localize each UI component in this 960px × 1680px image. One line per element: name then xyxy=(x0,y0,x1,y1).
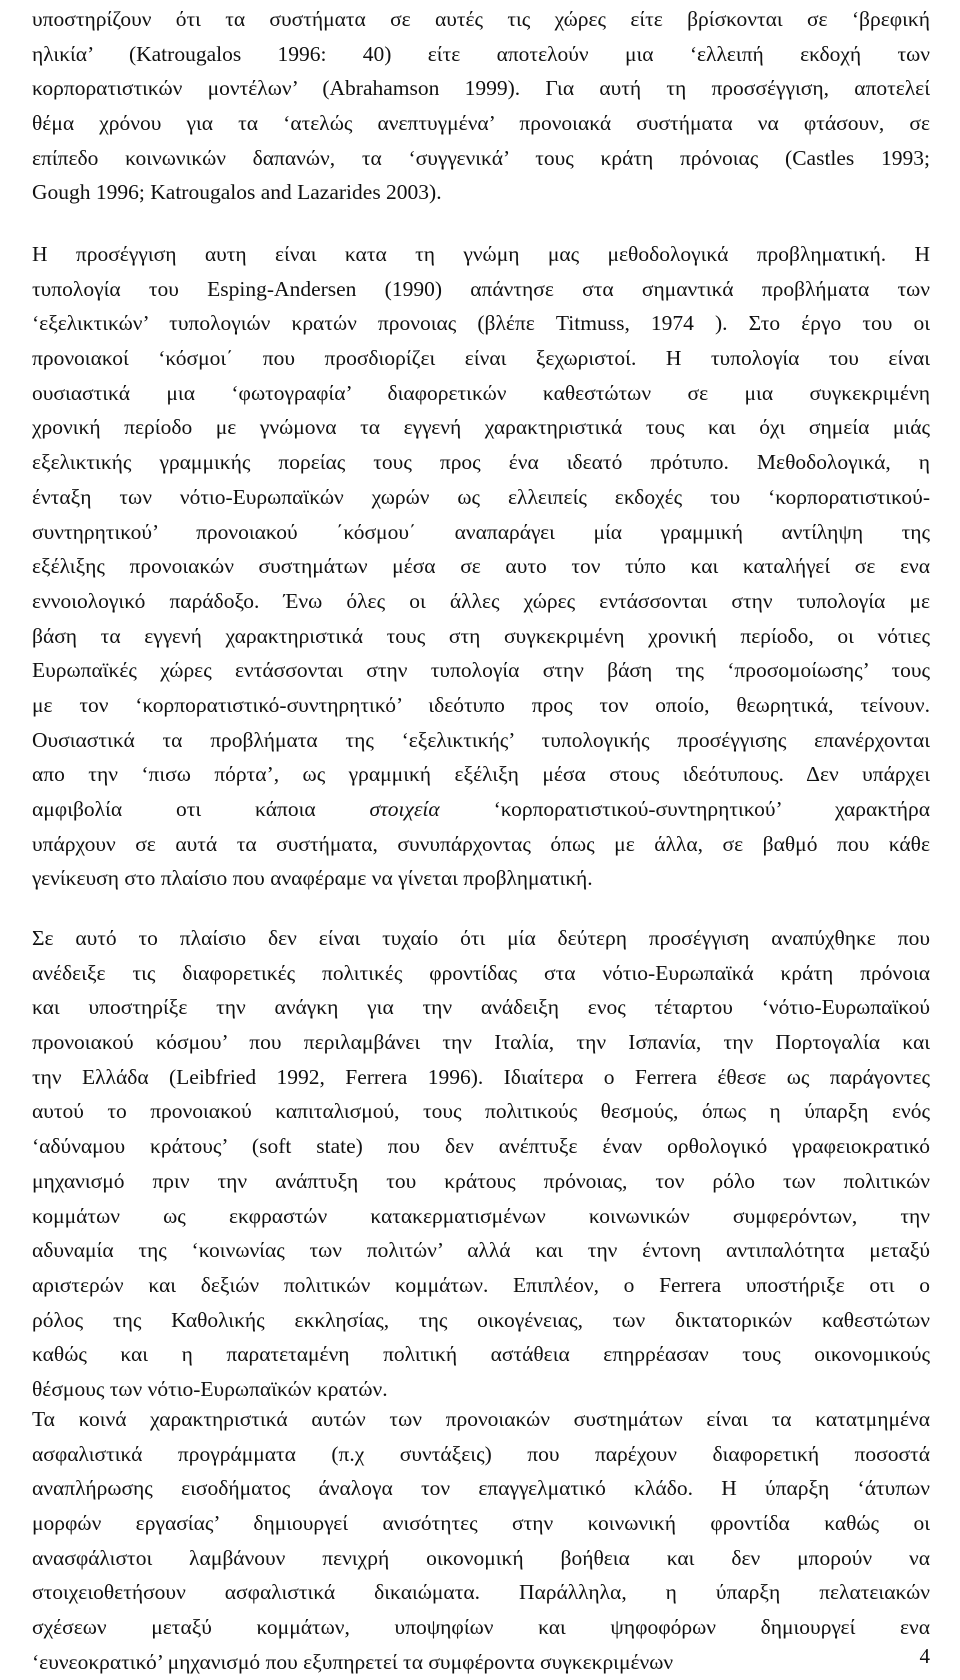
text-line: ‘εξελικτικών’ τυπολογιών κρατών προνοιας (βλέπε Titmuss, 1974 ). Στο έργο του οι xyxy=(32,311,930,336)
text-line: μηχανισμό πριν την ανάπτυξη του κράτους πρόνοιας, τον ρόλο των πολιτικών xyxy=(32,1168,930,1193)
text-line: στοιχειοθετήσουν ασφαλιστικά δικαιώματα. Παράλληλα, η ύπαρξη πελατειακών xyxy=(32,1580,930,1605)
text-line: εννοιολογικό παράδοξο. Ένω όλες οι άλλες χώρες εντάσσονται στην τυπολογία με xyxy=(32,588,930,613)
text-line: Ευρωπαϊκές χώρες εντάσσονται στην τυπολογία στην βάση της ‘προσομοίωσης’ τους xyxy=(32,658,930,683)
text-line: Σε αυτό το πλαίσιο δεν είναι τυχαίο ότι μία δεύτερη προσέγγιση αναπύχθηκε που xyxy=(32,926,930,950)
text-line: ‘αδύναμου κράτους’ (soft state) που δεν ανέπτυξε έναν ορθολογικό γραφειοκρατικό xyxy=(32,1134,930,1159)
text-line: εξέλιξης προνοιακών συστημάτων μέσα σε αυτο τον τύπο και καταλήγεί σε ενα xyxy=(32,554,930,579)
text-line: εξελικτικής γραμμικής πορείας τους προς ένα ιδεατό πρότυπο. Μεθοδολογικά, η xyxy=(32,450,930,475)
text-line: σχέσεων μεταξύ κομμάτων, υποψηφίων και ψηφοφόρων δημιουργεί ενα xyxy=(32,1615,930,1640)
text-line: ρόλος της Καθολικής εκκλησίας, της οικογένειας, των δικτατορικών καθεστώτων xyxy=(32,1307,930,1332)
text-line: θέμα χρόνου για τα ‘ατελώς ανεπτυγμένα’ προνοιακά συστήματα να φτάσουν, σε xyxy=(32,111,930,136)
text-line: υπάρχουν σε αυτά τα συστήματα, συνυπάρχοντας όπως με άλλα, σε βαθμό που κάθε xyxy=(32,831,930,856)
text-line: Τα κοινά χαρακτηριστικά αυτών των προνοιακών συστημάτων είναι τα κατατμημένα xyxy=(32,1407,930,1431)
text-line: συντηρητικού’ προνοιακού ΄κόσμου΄ αναπαράγει μία γραμμική αντίληψη της xyxy=(32,519,930,544)
paragraph-2 xyxy=(32,237,930,896)
text-line: Gough 1996; Katrougalos and Lazarides 2003). xyxy=(32,180,442,205)
text-line: αριστερών και δεξιών πολιτικών κομμάτων. Επιπλέον, ο Ferrera υποστήριξε οτι ο xyxy=(32,1272,930,1297)
text-line: προνοιακού κόσμου’ που περιλαμβάνει την Ιταλία, την Ισπανία, την Πορτογαλία και xyxy=(32,1030,930,1055)
text-line: μορφών εργασίας’ δημιουργεί ανισότητες στην κοινωνική φροντίδα καθώς οι xyxy=(32,1511,930,1536)
paragraph-1 xyxy=(32,2,930,210)
text-line: απο την ‘πισω πόρτα’, ως γραμμική εξέλιξη μέσα στους ιδεότυπους. Δεν υπάρχει xyxy=(32,762,930,787)
text-line: με τον ‘κορπορατιστικό-συντηρητικό’ ιδεότυπο προς τον οποίο, θεωρητικά, τείνουν. xyxy=(32,692,930,717)
text-line: αδυναμία της ‘κοινωνίας των πολιτών’ αλλά και την έντονη αντιπαλότητα μεταξύ xyxy=(32,1238,930,1263)
text-line: την Ελλάδα (Leibfried 1992, Ferrera 1996). Ιδιαίτερα ο Ferrera έθεσε ως παράγοντες xyxy=(32,1064,930,1089)
text-line: επίπεδο κοινωνικών δαπανών, τα ‘συγγενικά’ τους κράτη πρόνοιας (Castles 1993; xyxy=(32,145,930,170)
text-line: γενίκευση στο πλαίσιο που αναφέραμε να γίνεται προβληματική. xyxy=(32,866,593,891)
text-line: χρονική περίοδο με γνώμονα τα εγγενή χαρακτηριστικά τους και όχι σημεία μιάς xyxy=(32,415,930,440)
text-line: υποστηρίζουν ότι τα συστήματα σε αυτές τις χώρες είτε βρίσκονται σε ‘βρεφική xyxy=(32,7,930,31)
text-line: ανασφάλιστοι λαμβάνουν πενιχρή οικονομική βοήθεια και δεν μπορούν να xyxy=(32,1545,930,1570)
text-line: ‘ευνεοκρατικό’ μηχανισμό που εξυπηρετεί τα συμφέροντα συγκεκριμένων xyxy=(32,1649,674,1674)
text-line: ανέδειξε τις διαφορετικές πολιτικές φροντίδας στα νότιο-Ευρωπαϊκά κράτη πρόνοια xyxy=(32,960,930,985)
text-line: και υποστηρίξε την ανάγκη για την ανάδειξη ενος τέταρτου ‘νότιο-Ευρωπαϊκού xyxy=(32,995,930,1020)
text-line: Η προσέγγιση αυτη είναι κατα τη γνώμη μας μεθοδολογικά προβληματική. Η xyxy=(32,242,930,266)
text-line: προνοιακοί ‘κόσμοι΄ που προσδιορίζει είναι ξεχωριστοί. Η τυπολογία του είναι xyxy=(32,346,930,371)
text-line: κορπορατιστικών μοντέλων’ (Abrahamson 1999). Για αυτή τη προσσέγγιση, αποτελεί xyxy=(32,76,930,101)
text-line: αυτού το προνοιακού καπιταλισμού, τους πολιτικούς θεσμούς, όπως η ύπαρξη ενός xyxy=(32,1099,930,1124)
text-line: καθώς και η παρατεταμένη πολιτική αστάθεια επηρρέασαν τους οικονομικούς xyxy=(32,1342,930,1367)
paragraph-4 xyxy=(32,1402,930,1680)
text-line: θέσμους των νότιο-Ευρωπαϊκών κρατών. xyxy=(32,1376,388,1401)
text-line: ουσιαστικά μια ‘φωτογραφία’ διαφορετικών καθεστώτων σε μια συγκεκριμένη xyxy=(32,380,930,405)
text-line: ασφαλιστικά προγράμματα (π.χ συντάξεις) που παρέχουν διαφορετική ποσοστά xyxy=(32,1441,930,1466)
text-line: αμφιβολία οτι κάποια στοιχεία ‘κορπορατιστικού-συντηρητικού’ χαρακτήρα xyxy=(32,797,930,821)
text-line: Ουσιαστικά τα προβλήματα της ‘εξελικτικής’ τυπολογικής προσέγγισης επανέρχονται xyxy=(32,727,930,752)
page-number: 4 xyxy=(919,1644,930,1668)
text-line: τυπολογία του Esping-Andersen (1990) απάντησε στα σημαντικά προβλήματα των xyxy=(32,276,930,301)
text-line: βάση τα εγγενή χαρακτηριστικά τους στη συγκεκριμένη χρονική περίοδο, οι νότιες xyxy=(32,623,930,648)
paragraph-3 xyxy=(32,921,930,1407)
text-line: ηλικία’ (Katrougalos 1996: 40) είτε αποτελούν μια ‘ελλειπή εκδοχή των xyxy=(32,41,930,66)
text-line: κομμάτων ως εκφραστών κατακερματισμένων κοινωνικών συμφερόντων, την xyxy=(32,1203,930,1228)
text-line: ένταξη των νότιο-Ευρωπαϊκών χωρών ως ελλειπείς εκδοχές του ‘κορπορατιστικού- xyxy=(32,484,930,509)
text-line: αναπλήρωσης εισοδήματος άναλογα τον επαγγελματικό κλάδο. Η ύπαρξη ‘άτυπων xyxy=(32,1476,930,1501)
